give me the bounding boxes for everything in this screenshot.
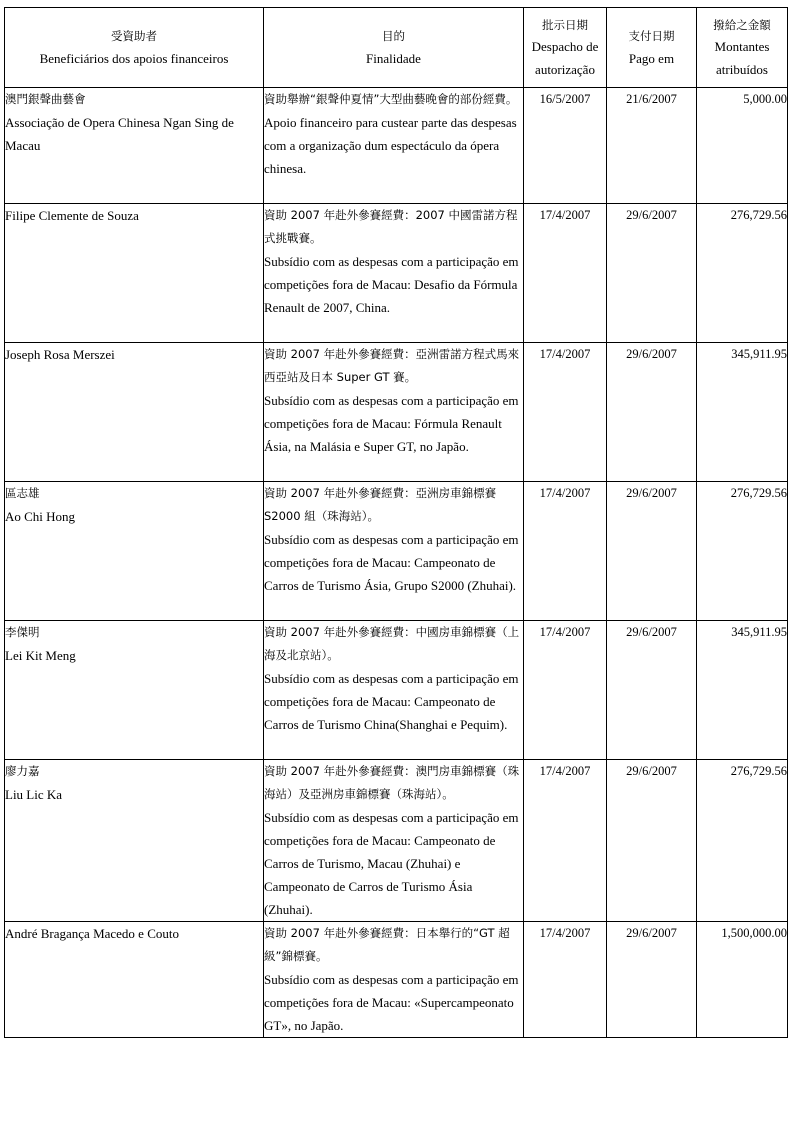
purpose-cell (264, 343, 524, 482)
auth-date-cell: 17/4/2007 (524, 621, 607, 760)
auth-date-cell: 17/4/2007 (524, 760, 607, 922)
header-purpose-zh: 目的 (382, 29, 405, 43)
beneficiary-name-pt: Ao Chi Hong (5, 509, 76, 524)
header-row (5, 8, 788, 88)
table-row (5, 204, 788, 343)
grants-table (4, 7, 788, 1038)
paid-date-cell: 29/6/2007 (607, 760, 697, 922)
table-row (5, 760, 788, 922)
beneficiary-name-zh: 李傑明 (5, 625, 40, 639)
purpose-cell (264, 204, 524, 343)
purpose-cell (264, 482, 524, 621)
header-purpose-pt: Finalidade (366, 50, 421, 66)
auth-date-cell: 17/4/2007 (524, 482, 607, 621)
purpose-zh: 資助 2007 年赴外參賽經費：2007 中國雷諾方程式挑戰賽。 (264, 208, 518, 245)
purpose-pt: Apoio financeiro para custear parte das despesas com a organização dum espectáculo da ópera chinesa. (264, 115, 517, 176)
amount-cell: 1,500,000.00 (697, 922, 788, 1038)
amount-cell: 276,729.56 (697, 482, 788, 621)
purpose-zh: 資助 2007 年赴外參賽經費：中國房車錦標賽（上海及北京站）。 (264, 625, 520, 662)
amount-cell: 345,911.95 (697, 343, 788, 482)
header-beneficiary-zh: 受資助者 (111, 29, 157, 43)
header-amount-pt1: Montantes (714, 39, 770, 55)
table-row (5, 88, 788, 204)
paid-date-cell: 29/6/2007 (607, 621, 697, 760)
beneficiary-name-pt: André Bragança Macedo e Couto (5, 926, 179, 941)
purpose-pt: Subsídio com as despesas com a participação em competições fora de Macau: Campeonato de Carros de Turismo, Macau (Zhuhai) e Campeonato de Carros de Turismo Ásia (Zhuhai). (264, 810, 519, 917)
beneficiary-cell (5, 482, 264, 621)
purpose-zh: 資助 2007 年赴外參賽經費：日本舉行的“GT 超級”錦標賽。 (264, 926, 510, 963)
purpose-pt: Subsídio com as despesas com a participação em competições fora de Macau: «Supercampeonato GT», no Japão. (264, 972, 519, 1033)
purpose-zh: 資助 2007 年赴外參賽經費：澳門房車錦標賽（珠海站）及亞洲房車錦標賽（珠海站）。 (264, 764, 520, 801)
purpose-zh: 資助舉辦“銀聲仲夏情”大型曲藝晚會的部份經費。 (264, 92, 518, 106)
purpose-cell (264, 760, 524, 922)
header-auth-zh: 批示日期 (542, 17, 588, 32)
beneficiary-name-pt: Lei Kit Meng (5, 648, 76, 663)
auth-date-cell: 17/4/2007 (524, 204, 607, 343)
purpose-pt: Subsídio com as despesas com a participação em competições fora de Macau: Campeonato de Carros de Turismo Ásia, Grupo S2000 (Zhuhai). (264, 532, 519, 593)
purpose-zh: 資助 2007 年赴外參賽經費：亞洲房車錦標賽 S2000 組（珠海站）。 (264, 486, 497, 523)
purpose-pt: Subsídio com as despesas com a participação em competições fora de Macau: Desafio da Fórmula Renault de 2007, China. (264, 254, 519, 315)
purpose-pt: Subsídio com as despesas com a participação em competições fora de Macau: Campeonato de Carros de Turismo China(Shanghai e Pequim). (264, 671, 519, 732)
header-purpose (264, 8, 524, 88)
header-amount-zh: 撥給之金額 (713, 17, 771, 32)
header-paid-zh: 支付日期 (628, 29, 675, 43)
purpose-cell (264, 922, 524, 1038)
beneficiary-cell (5, 760, 264, 922)
header-auth-pt1: Despacho de (531, 39, 599, 55)
beneficiary-cell (5, 88, 264, 204)
beneficiary-name-pt: Joseph Rosa Merszei (5, 347, 115, 362)
table-row (5, 343, 788, 482)
beneficiary-cell (5, 204, 264, 343)
paid-date-cell: 29/6/2007 (607, 482, 697, 621)
purpose-zh: 資助 2007 年赴外參賽經費：亞洲雷諾方程式馬來西亞站及日本 Super GT 賽。 (264, 347, 520, 384)
paid-date-cell: 29/6/2007 (607, 204, 697, 343)
header-amount (697, 8, 788, 88)
header-beneficiary (5, 8, 264, 88)
beneficiary-cell (5, 621, 264, 760)
header-auth-pt2: autorização (535, 61, 595, 77)
table-row (5, 922, 788, 1038)
header-paid-date (607, 8, 697, 88)
paid-date-cell: 29/6/2007 (607, 343, 697, 482)
purpose-cell (264, 621, 524, 760)
beneficiary-name-pt: Liu Lic Ka (5, 787, 63, 802)
beneficiary-name-zh: 區志雄 (5, 486, 40, 500)
paid-date-cell: 21/6/2007 (607, 88, 697, 204)
auth-date-cell: 17/4/2007 (524, 922, 607, 1038)
paid-date-cell: 29/6/2007 (607, 922, 697, 1038)
header-auth-date (524, 8, 607, 88)
table-row (5, 482, 788, 621)
beneficiary-cell (5, 922, 264, 1038)
amount-cell: 276,729.56 (697, 760, 788, 922)
header-amount-pt2: atribuídos (716, 61, 768, 77)
beneficiary-name-zh: 澳門銀聲曲藝會 (5, 92, 86, 106)
table-row (5, 621, 788, 760)
amount-cell: 276,729.56 (697, 204, 788, 343)
amount-cell: 345,911.95 (697, 621, 788, 760)
purpose-pt: Subsídio com as despesas com a participação em competições fora de Macau: Fórmula Renault Ásia, na Malásia e Super GT, no Japão. (264, 393, 519, 454)
beneficiary-name-pt: Filipe Clemente de Souza (5, 208, 139, 223)
beneficiary-name-zh: 廖力嘉 (5, 764, 40, 778)
auth-date-cell: 16/5/2007 (524, 88, 607, 204)
header-beneficiary-pt: Beneficiários dos apoios financeiros (39, 50, 229, 66)
auth-date-cell: 17/4/2007 (524, 343, 607, 482)
amount-cell: 5,000.00 (697, 88, 788, 204)
header-paid-pt: Pago em (628, 50, 675, 66)
beneficiary-name-pt: Associação de Opera Chinesa Ngan Sing de Macau (5, 115, 234, 153)
beneficiary-cell (5, 343, 264, 482)
purpose-cell (264, 88, 524, 204)
